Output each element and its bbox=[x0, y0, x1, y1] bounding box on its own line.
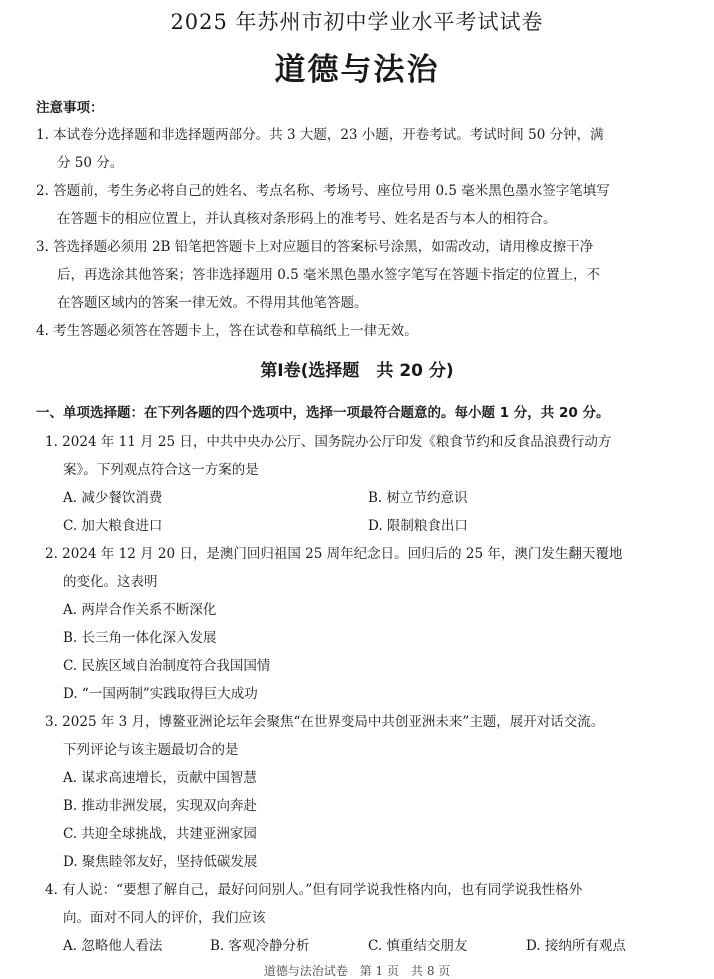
option-b[interactable]: B. 长三角一体化深入发展 bbox=[63, 630, 217, 646]
notice-heading: 注意事项： bbox=[36, 100, 104, 116]
part-heading: 一、单项选择题：在下列各题的四个选项中，选择一项最符合题意的。每小题 1 分，共 20 分。 bbox=[36, 405, 610, 421]
question-stem: 下列评论与该主题最切合的是 bbox=[63, 742, 239, 758]
question-stem: 1. 2024 年 11 月 25 日，中共中央办公厅、国务院办公厅印发《粮食节约和反食品浪费行动方 bbox=[45, 434, 612, 450]
option-d[interactable]: D. 聚焦睦邻友好，坚持低碳发展 bbox=[63, 854, 258, 870]
question-stem: 向。面对不同人的评价，我们应该 bbox=[63, 910, 266, 926]
subject-title: 道德与法治 bbox=[274, 52, 440, 88]
notice-line: 在答题区域内的答案一律无效。不得用其他笔答题。 bbox=[57, 295, 368, 311]
option-c[interactable]: C. 民族区域自治制度符合我国国情 bbox=[63, 658, 271, 674]
option-d[interactable]: D. 限制粮食出口 bbox=[368, 518, 468, 534]
option-a[interactable]: A. 减少餐饮消费 bbox=[63, 490, 163, 506]
notice-line: 4. 考生答题必须答在答题卡上，答在试卷和草稿纸上一律无效。 bbox=[36, 323, 418, 339]
notice-line: 2. 答题前，考生务必将自己的姓名、考点名称、考场号、座位号用 0.5 毫米黑色墨水签字笔填写 bbox=[36, 183, 610, 199]
question-stem: 4. 有人说：“要想了解自己，最好问问别人。”但有同学说我性格内向，也有同学说我性格外 bbox=[45, 882, 583, 898]
option-b[interactable]: B. 树立节约意识 bbox=[368, 490, 468, 506]
option-c[interactable]: C. 共迎全球挑战，共建亚洲家园 bbox=[63, 826, 257, 842]
notice-line: 3. 答选择题必须用 2B 铅笔把答题卡上对应题目的答案标号涂黑，如需改动，请用橡皮擦干净 bbox=[36, 239, 594, 255]
option-d[interactable]: D. “一国两制”实践取得巨大成功 bbox=[63, 686, 258, 702]
notice-line: 分 50 分。 bbox=[57, 155, 124, 171]
page-footer: 道德与法治试卷 第 1 页 共 8 页 bbox=[263, 964, 451, 978]
exam-title: 2025 年苏州市初中学业水平考试试卷 bbox=[170, 10, 544, 34]
notice-line: 后，再选涂其他答案；答非选择题用 0.5 毫米黑色墨水签字笔写在答题卡指定的位置上，不 bbox=[57, 267, 601, 283]
option-c[interactable]: C. 慎重结交朋友 bbox=[368, 938, 468, 954]
option-a[interactable]: A. 谋求高速增长，贡献中国智慧 bbox=[63, 770, 257, 786]
question-stem: 案》。下列观点符合这一方案的是 bbox=[63, 462, 259, 478]
option-a[interactable]: A. 忽略他人看法 bbox=[63, 938, 163, 954]
question-stem: 的变化。这表明 bbox=[63, 574, 158, 590]
question-stem: 3. 2025 年 3 月，博鳌亚洲论坛年会聚焦“在世界变局中共创亚洲未来”主题，展开对话交流。 bbox=[45, 714, 605, 730]
option-d[interactable]: D. 接纳所有观点 bbox=[526, 938, 626, 954]
section-title: 第Ⅰ卷(选择题 共 20 分) bbox=[260, 361, 454, 381]
question-stem: 2. 2024 年 12 月 20 日，是澳门回归祖国 25 周年纪念日。回归后的 25 年，澳门发生翻天覆地 bbox=[45, 546, 623, 562]
option-b[interactable]: B. 推动非洲发展，实现双向奔赴 bbox=[63, 798, 258, 814]
option-c[interactable]: C. 加大粮食进口 bbox=[63, 518, 163, 534]
option-a[interactable]: A. 两岸合作关系不断深化 bbox=[63, 602, 217, 618]
notice-line: 1. 本试卷分选择题和非选择题两部分。共 3 大题，23 小题，开卷考试。考试时间 50 分钟，满 bbox=[36, 127, 604, 143]
notice-line: 在答题卡的相应位置上，并认真核对条形码上的准考号、姓名是否与本人的相符合。 bbox=[57, 211, 557, 227]
option-b[interactable]: B. 客观冷静分析 bbox=[210, 938, 310, 954]
